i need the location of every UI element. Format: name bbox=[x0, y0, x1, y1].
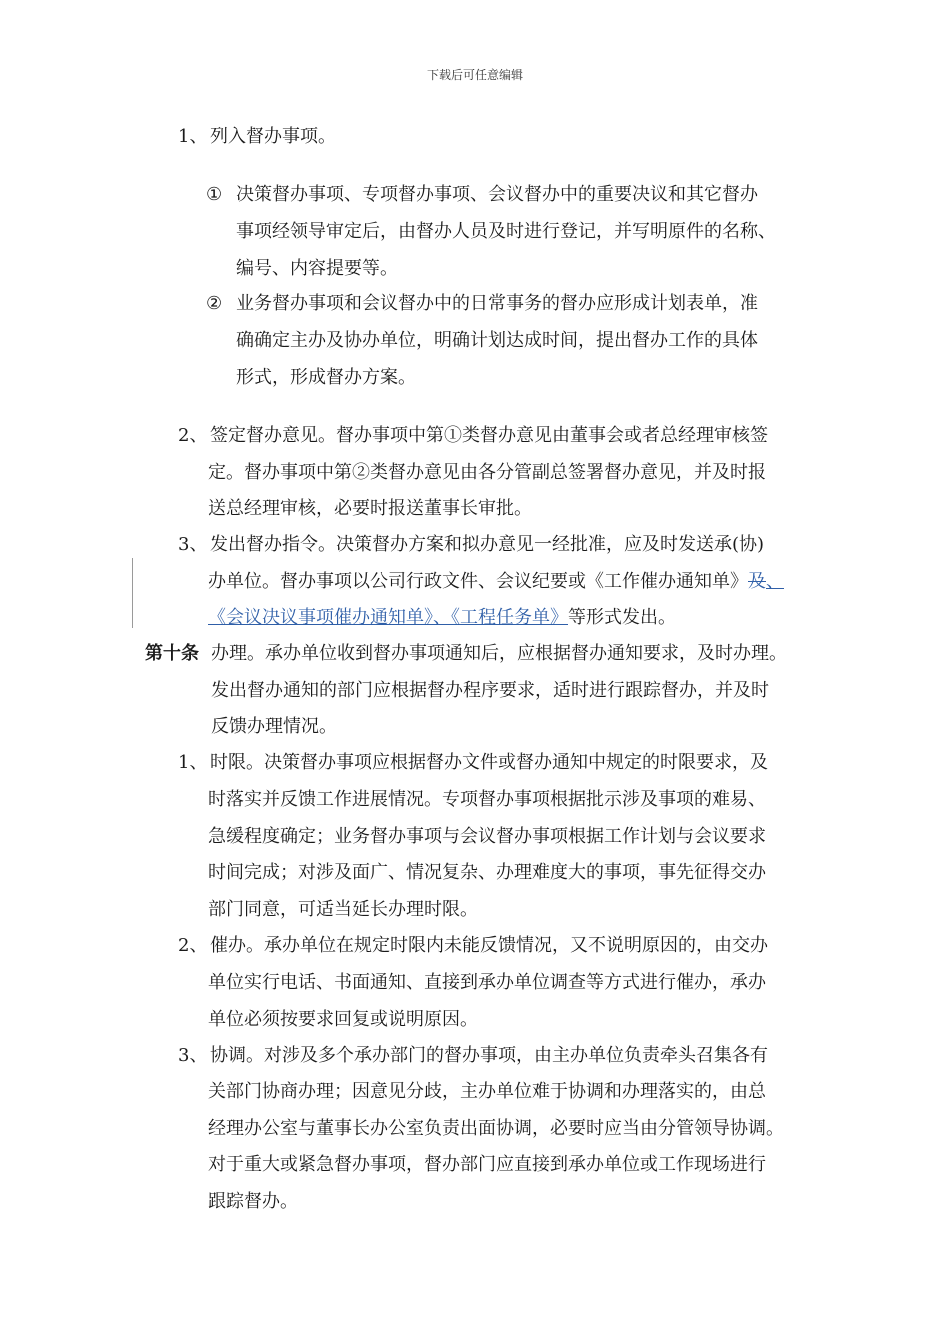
circled-marker: ② bbox=[206, 293, 223, 314]
deleted-revision-text: 及 bbox=[748, 571, 766, 592]
clause-3-line-1 bbox=[178, 1044, 768, 1068]
clause-3-line-3: 经理办公室与董事长办公室负责出面协调，必要时应当由分管领导协调。 bbox=[208, 1118, 784, 1139]
article-10-line-1 bbox=[145, 642, 787, 666]
clause-1-line-1 bbox=[178, 751, 768, 775]
line-text: 办单位。督办事项以公司行政文件、会议纪要或《工作催办通知单》 bbox=[208, 571, 748, 592]
section-2-line-3: 送总经理审核，必要时报送董事长审批。 bbox=[208, 498, 532, 519]
line-text: 等形式发出。 bbox=[568, 607, 676, 628]
item-text: 列入督办事项。 bbox=[210, 126, 336, 147]
circled-item-1-line-3: 编号、内容提要等。 bbox=[236, 258, 398, 279]
item-number: 1、 bbox=[178, 126, 208, 147]
inserted-revision-text: 、 bbox=[766, 571, 784, 592]
clause-2-line-2: 单位实行电话、书面通知、直接到承办单位调查等方式进行催办，承办 bbox=[208, 972, 766, 993]
clause-3-line-2: 关部门协商办理；因意见分歧，主办单位难于协调和办理落实的，由总 bbox=[208, 1081, 766, 1102]
item-number: 3、 bbox=[178, 534, 208, 555]
section-1-heading bbox=[178, 125, 336, 149]
circled-item-2-line-1 bbox=[206, 292, 758, 316]
circled-item-1-line-2: 事项经领导审定后，由督办人员及时进行登记，并写明原件的名称、 bbox=[236, 221, 776, 242]
line-text: 时限。决策督办事项应根据督办文件或督办通知中规定的时限要求，及 bbox=[210, 752, 768, 773]
circled-item-2-line-3: 形式，形成督办方案。 bbox=[236, 367, 416, 388]
clause-1-line-2: 时落实并反馈工作进展情况。专项督办事项根据批示涉及事项的难易、 bbox=[208, 789, 766, 810]
page-header: 下载后可任意编辑 bbox=[426, 68, 523, 82]
line-text: 办理。承办单位收到督办事项通知后，应根据督办通知要求，及时办理。 bbox=[211, 643, 787, 664]
section-3-line-3 bbox=[208, 606, 676, 630]
section-3-line-2 bbox=[208, 570, 784, 594]
article-10-line-2: 发出督办通知的部门应根据督办程序要求，适时进行跟踪督办，并及时 bbox=[211, 680, 769, 701]
line-text: 决策督办事项、专项督办事项、会议督办中的重要决议和其它督办 bbox=[236, 184, 758, 205]
article-10-line-3: 反馈办理情况。 bbox=[211, 716, 337, 737]
line-text: 催办。承办单位在规定时限内未能反馈情况，又不说明原因的，由交办 bbox=[210, 935, 768, 956]
line-text: 发出督办指令。决策督办方案和拟办意见一经批准，应及时发送承(协) bbox=[210, 534, 765, 555]
clause-2-line-3: 单位必须按要求回复或说明原因。 bbox=[208, 1009, 478, 1030]
line-text: 签定督办意见。督办事项中第①类督办意见由董事会或者总经理审核签 bbox=[210, 425, 768, 446]
section-3-line-1 bbox=[178, 533, 764, 557]
item-number: 1、 bbox=[178, 752, 208, 773]
item-number: 3、 bbox=[178, 1045, 208, 1066]
section-2-line-2: 定。督办事项中第②类督办意见由各分管副总签署督办意见，并及时报 bbox=[208, 462, 766, 483]
item-number: 2、 bbox=[178, 935, 208, 956]
clause-1-line-3: 急缓程度确定；业务督办事项与会议督办事项根据工作计划与会议要求 bbox=[208, 826, 766, 847]
clause-3-line-4: 对于重大或紧急督办事项，督办部门应直接到承办单位或工作现场进行 bbox=[208, 1154, 766, 1175]
clause-1-line-5: 部门同意，可适当延长办理时限。 bbox=[208, 899, 478, 920]
inserted-revision-text: 《会议决议事项催办通知单》、《工程任务单》 bbox=[208, 607, 568, 628]
circled-marker: ① bbox=[206, 184, 223, 205]
clause-1-line-4: 时间完成；对涉及面广、情况复杂、办理难度大的事项，事先征得交办 bbox=[208, 862, 766, 883]
clause-2-line-1 bbox=[178, 934, 768, 958]
circled-item-1-line-1 bbox=[206, 183, 758, 207]
line-text: 协调。对涉及多个承办部门的督办事项，由主办单位负责牵头召集各有 bbox=[210, 1045, 768, 1066]
section-2-line-1 bbox=[178, 424, 768, 448]
article-label: 第十条 bbox=[145, 643, 199, 664]
clause-3-line-5: 跟踪督办。 bbox=[208, 1191, 298, 1212]
item-number: 2、 bbox=[178, 425, 208, 446]
revision-change-bar bbox=[132, 558, 133, 628]
circled-item-2-line-2: 确确定主办及协办单位，明确计划达成时间，提出督办工作的具体 bbox=[236, 330, 758, 351]
line-text: 业务督办事项和会议督办中的日常事务的督办应形成计划表单，准 bbox=[236, 293, 758, 314]
